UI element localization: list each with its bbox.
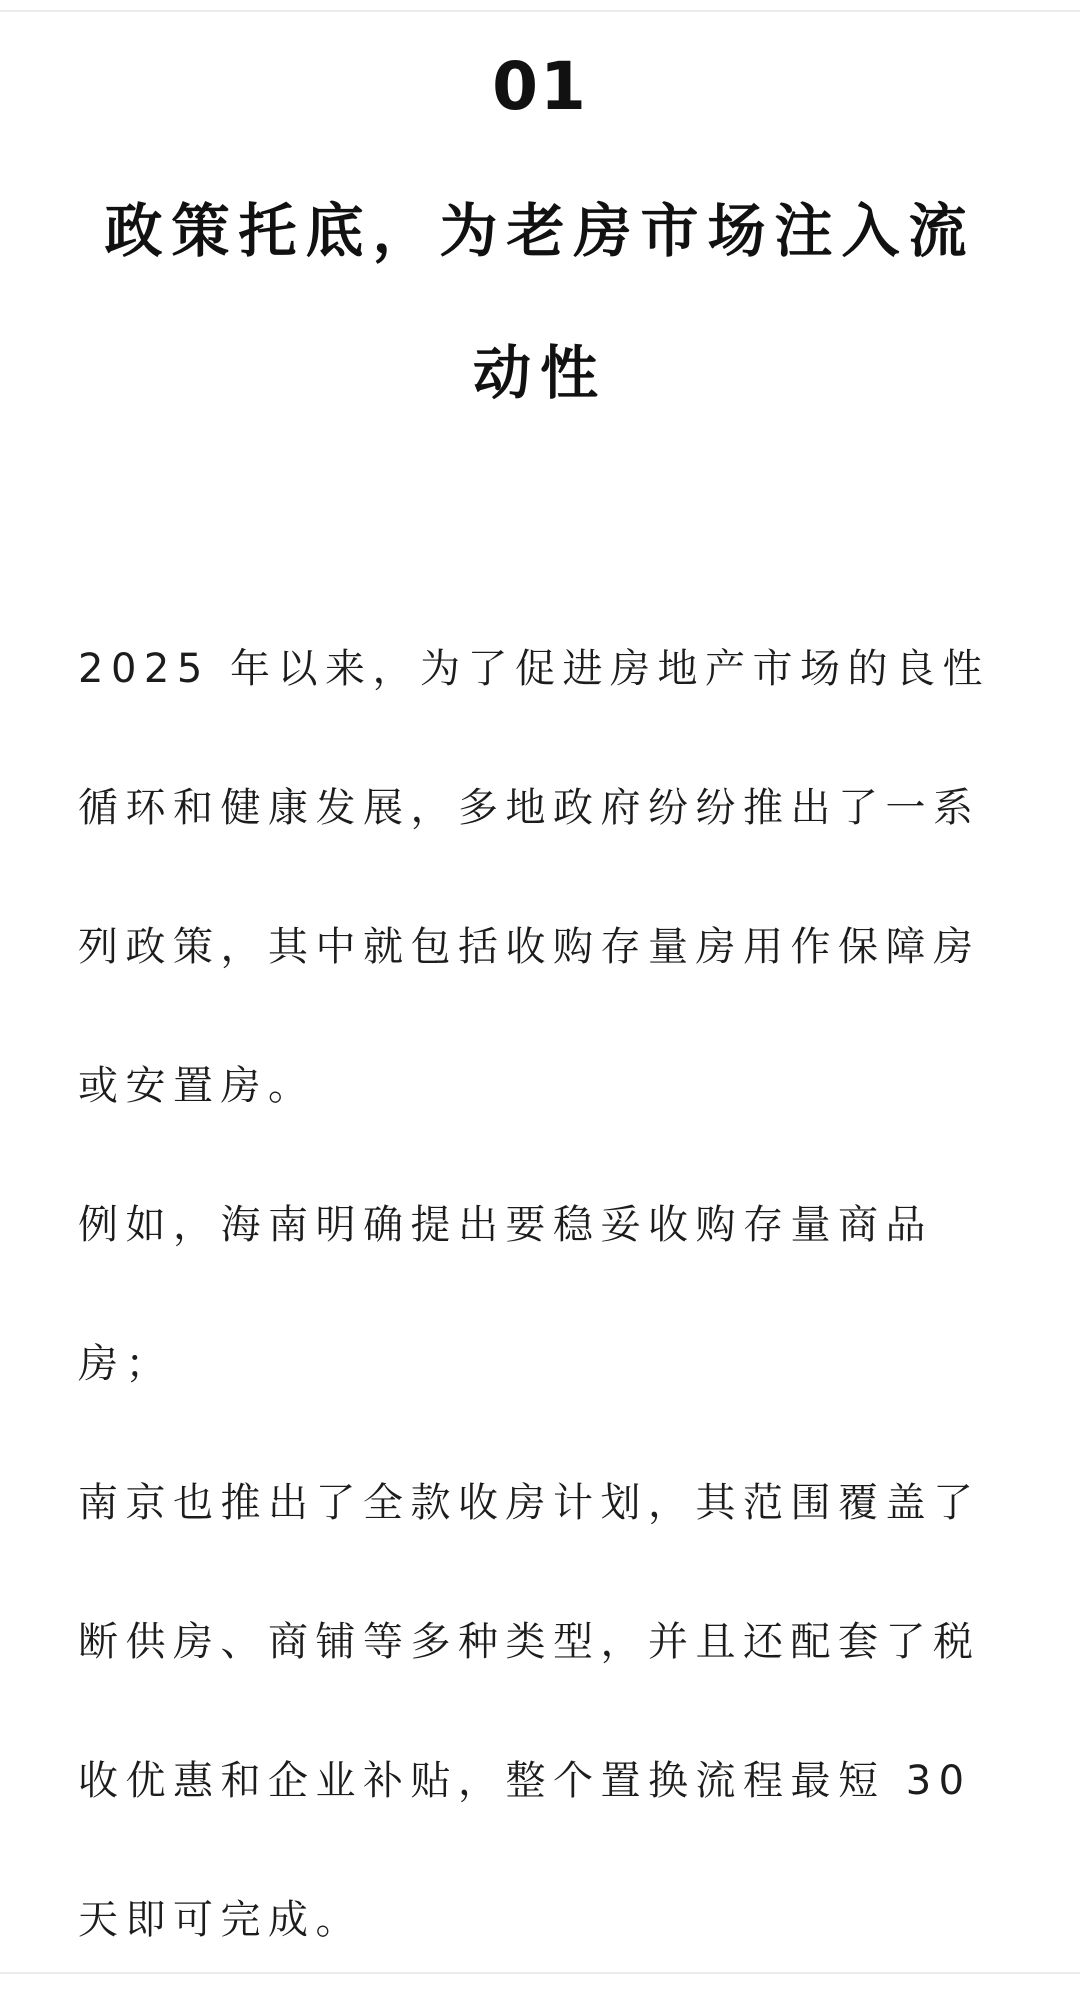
section-number: 01 xyxy=(492,48,588,125)
paragraph-nanjing xyxy=(78,1434,1002,1990)
text-line: 天即可完成。 xyxy=(78,1897,363,1943)
text-line: 收优惠和企业补贴，整个置换流程最短 30 xyxy=(78,1758,972,1804)
text-line: 断供房、商铺等多种类型，并且还配套了税 xyxy=(78,1619,981,1665)
text-line: 南京也推出了全款收房计划，其范围覆盖了 xyxy=(78,1480,981,1526)
text-line: 或安置房。 xyxy=(78,1063,316,1109)
section-heading xyxy=(78,160,1002,444)
text-line: 房； xyxy=(78,1341,173,1387)
paragraph-hainan xyxy=(78,1156,1002,1434)
article-body xyxy=(78,600,1002,1990)
text-line: 2025 年以来，为了促进房地产市场的良性 xyxy=(78,646,991,692)
top-divider xyxy=(0,10,1080,12)
text-line: 列政策，其中就包括收购存量房用作保障房 xyxy=(78,924,981,970)
paragraph-intro xyxy=(78,600,1002,1156)
bottom-divider xyxy=(0,1972,1080,1974)
text-line: 例如，海南明确提出要稳妥收购存量商品 xyxy=(78,1202,933,1248)
text-line: 循环和健康发展，多地政府纷纷推出了一系 xyxy=(78,785,981,831)
heading-line: 政策托底，为老房市场注入流 xyxy=(104,197,976,265)
heading-line: 动性 xyxy=(472,339,607,407)
